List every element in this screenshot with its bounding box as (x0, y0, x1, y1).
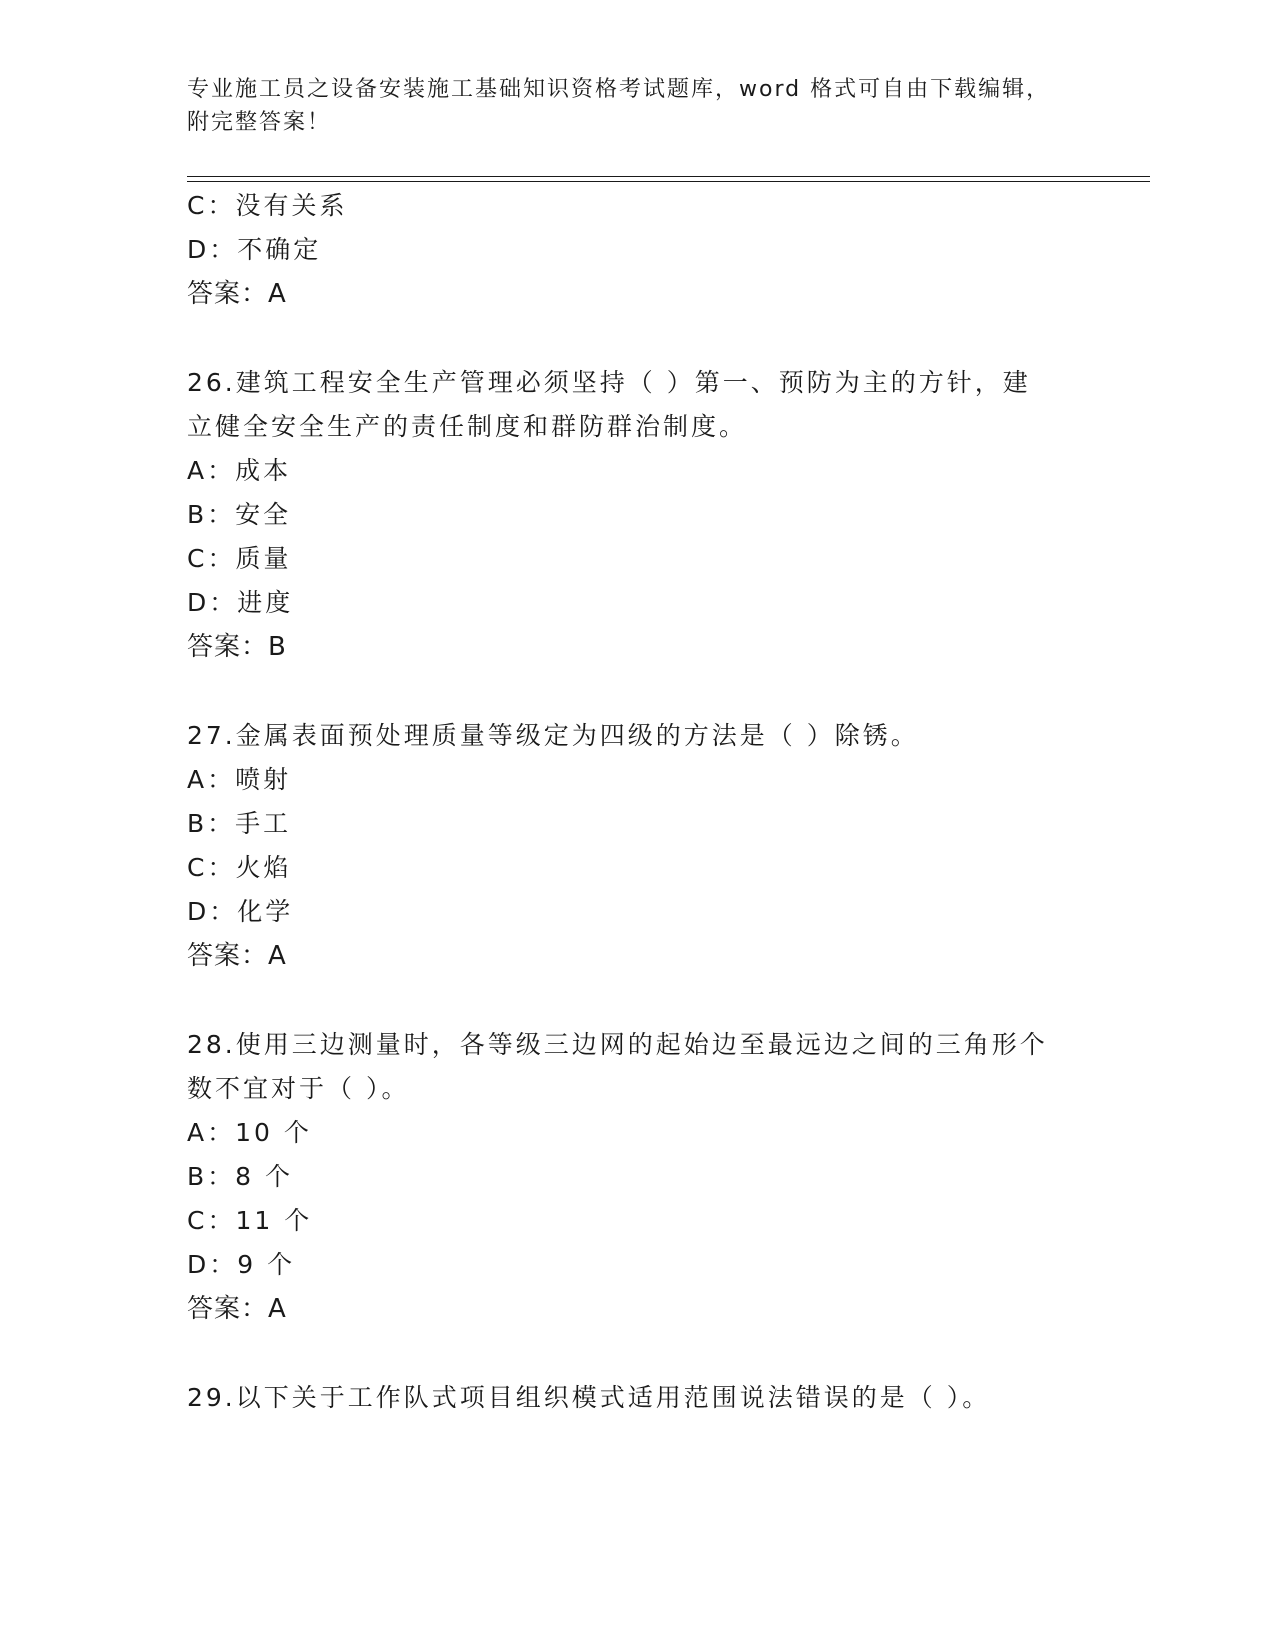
q28-option-c: C：11 个 (187, 1206, 313, 1235)
q26-option-b: B：安全 (187, 500, 292, 529)
header-line-1: 专业施工员之设备安装施工基础知识资格考试题库，word 格式可自由下载编辑， (187, 77, 1051, 102)
q26-stem-line-2: 立健全安全生产的责任制度和群防群治制度。 (187, 412, 748, 441)
q29-stem-line-1: 29.以下关于工作队式项目组织模式适用范围说法错误的是（ ）。 (187, 1383, 991, 1412)
document-header (187, 73, 1087, 139)
q26-option-d: D：进度 (187, 588, 294, 617)
q27-option-b: B：手工 (187, 809, 292, 838)
q28-option-b: B：8 个 (187, 1162, 294, 1191)
q28-stem-line-1: 28.使用三边测量时，各等级三边网的起始边至最远边之间的三角形个 (187, 1030, 1048, 1059)
q27-option-a: A：喷射 (187, 765, 292, 794)
q28-option-a: A：10 个 (187, 1118, 312, 1147)
q28-stem-line-2: 数不宜对于（ ）。 (187, 1074, 410, 1103)
q26-option-a: A：成本 (187, 456, 292, 485)
q27-option-c: C：火焰 (187, 853, 292, 882)
q28-answer: 答案：A (187, 1294, 287, 1324)
header-divider-bottom (187, 181, 1150, 182)
q27-answer: 答案：A (187, 941, 287, 971)
q28-option-d: D：9 个 (187, 1250, 296, 1279)
header-line-2: 附完整答案！ (187, 110, 332, 135)
q25-option-c: C：没有关系 (187, 191, 348, 220)
q25-answer: 答案：A (187, 279, 287, 309)
q26-stem-line-1: 26.建筑工程安全生产管理必须坚持（ ）第一、预防为主的方针，建 (187, 368, 1031, 397)
q26-answer: 答案：B (187, 632, 287, 662)
q26-option-c: C：质量 (187, 544, 292, 573)
q27-stem-line-1: 27.金属表面预处理质量等级定为四级的方法是（ ）除锈。 (187, 721, 919, 750)
q25-option-d: D：不确定 (187, 235, 322, 264)
header-divider-top (187, 176, 1150, 177)
q27-option-d: D：化学 (187, 897, 294, 926)
